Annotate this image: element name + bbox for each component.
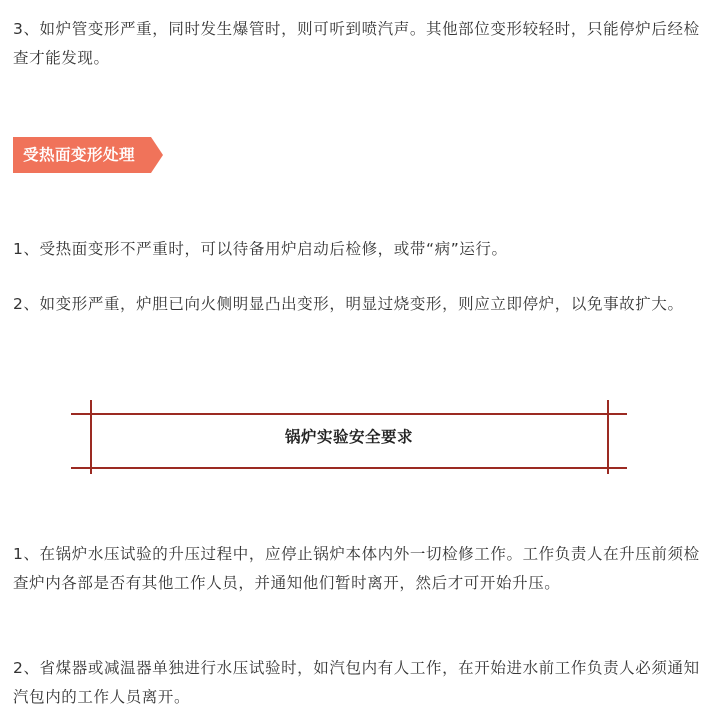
paragraph-safety-item-1: 1、在锅炉水压试验的升压过程中，应停止锅炉本体内外一切检修工作。工作负责人在升压前须检查炉内各部是否有其他工作人员，并通知他们暂时离开，然后才可开始升压。	[13, 545, 700, 592]
safety-title-frame	[71, 400, 627, 474]
paragraph-safety-item-2: 2、省煤器或减温器单独进行水压试验时，如汽包内有人工作，在开始进水前工作负责人必须通知汽包内的工作人员离开。	[13, 659, 700, 706]
paragraph-heat-item-2: 2、如变形严重，炉胆已向火侧明显凸出变形，明显过烧变形，则应立即停炉，以免事故扩大。	[13, 295, 684, 313]
safety-title: 锅炉实验安全要求	[284, 428, 413, 446]
paragraph-heat-item-1: 1、受热面变形不严重时，可以待备用炉启动后检修，或带“病”运行。	[13, 240, 508, 258]
section-heading-tag	[13, 137, 163, 173]
section-heading-label: 受热面变形处理	[23, 146, 136, 164]
paragraph-item-3: 3、如炉管变形严重，同时发生爆管时，则可听到喷汽声。其他部位变形较轻时，只能停炉后经检查才能发现。	[13, 20, 700, 67]
